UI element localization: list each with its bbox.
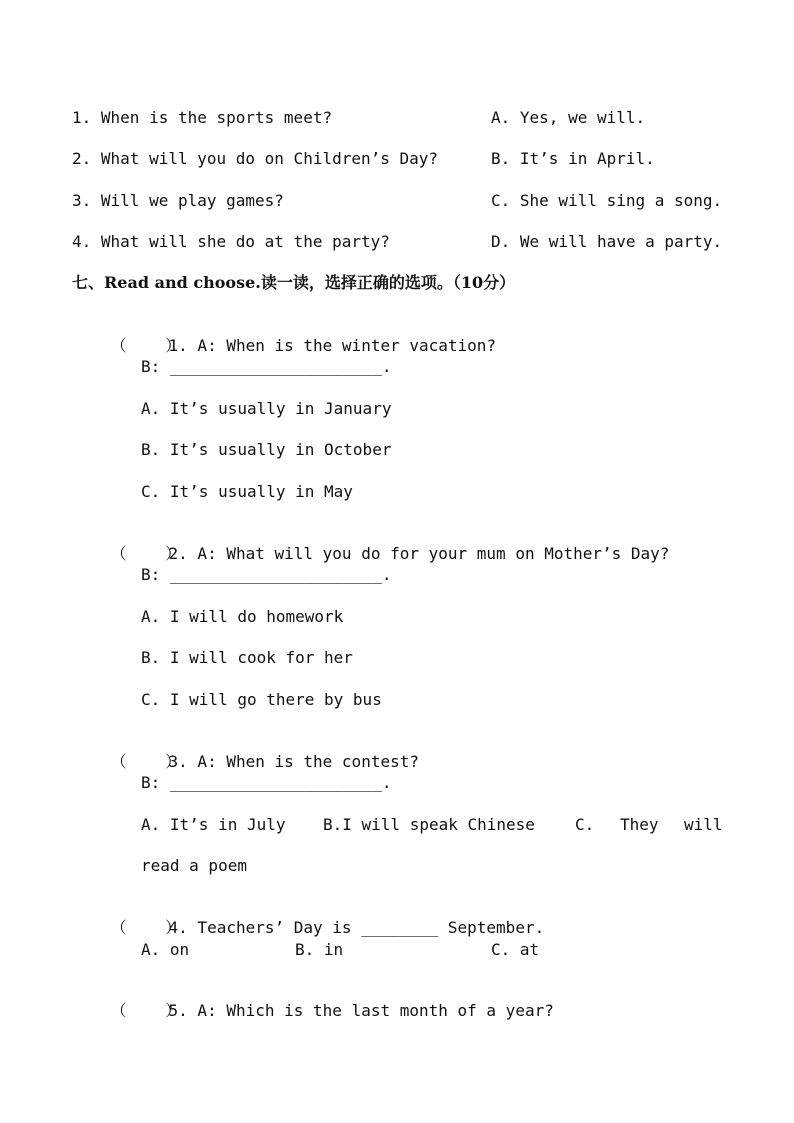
- question-2-answer-line: B: ______________________.: [141, 565, 392, 584]
- question-4-option-c: C. at: [491, 940, 540, 959]
- question-4-stem: 4. Teachers’ Day is ________ September.: [168, 918, 545, 937]
- section-heading: 七、Read and choose.读一读，选择正确的选项。（10分）: [72, 273, 516, 292]
- answer-bracket: （ ）: [110, 918, 182, 937]
- question-5-row: [72, 981, 554, 1041]
- question-1-option-c: C. It’s usually in May: [141, 482, 353, 501]
- question-3-stem: 3. A: When is the contest?: [168, 752, 419, 771]
- match-answer-d: D. We will have a party.: [491, 232, 723, 251]
- question-5-stem: 5. A: Which is the last month of a year?: [168, 1001, 554, 1020]
- question-1-answer-line: B: ______________________.: [141, 357, 392, 376]
- question-3-option-c-word-1: They: [620, 815, 659, 834]
- match-question-1: 1. When is the sports meet?: [72, 108, 333, 127]
- match-question-2: 2. What will you do on Children’s Day?: [72, 149, 439, 168]
- question-4-option-a: A. on: [141, 940, 190, 959]
- question-3-option-c-continuation: read a poem: [141, 856, 247, 875]
- question-2-option-a: A. I will do homework: [141, 607, 344, 626]
- match-answer-c: C. She will sing a song.: [491, 191, 723, 210]
- answer-bracket: （ ）: [110, 752, 182, 771]
- question-1-option-a: A. It’s usually in January: [141, 399, 392, 418]
- question-3-option-a: A. It’s in July: [141, 815, 286, 834]
- question-2-option-b: B. I will cook for her: [141, 648, 353, 667]
- match-answer-b: B. It’s in April.: [491, 149, 655, 168]
- question-4-option-b: B. in: [295, 940, 344, 959]
- question-2-option-c: C. I will go there by bus: [141, 690, 382, 709]
- question-3-answer-line: B: ______________________.: [141, 773, 392, 792]
- question-3-option-c-label: C.: [575, 815, 595, 834]
- match-question-3: 3. Will we play games?: [72, 191, 284, 210]
- question-3-option-c-word-2: will: [684, 815, 723, 834]
- match-answer-a: A. Yes, we will.: [491, 108, 646, 127]
- question-2-stem: 2. A: What will you do for your mum on Mother’s Day?: [168, 544, 670, 563]
- answer-bracket: （ ）: [110, 544, 182, 563]
- answer-bracket: （ ）: [110, 1001, 182, 1020]
- match-question-4: 4. What will she do at the party?: [72, 232, 390, 251]
- answer-bracket: （ ）: [110, 336, 182, 355]
- question-3-option-b: B.I will speak Chinese: [323, 815, 535, 834]
- question-1-option-b: B. It’s usually in October: [141, 440, 392, 459]
- question-1-stem: 1. A: When is the winter vacation?: [168, 336, 497, 355]
